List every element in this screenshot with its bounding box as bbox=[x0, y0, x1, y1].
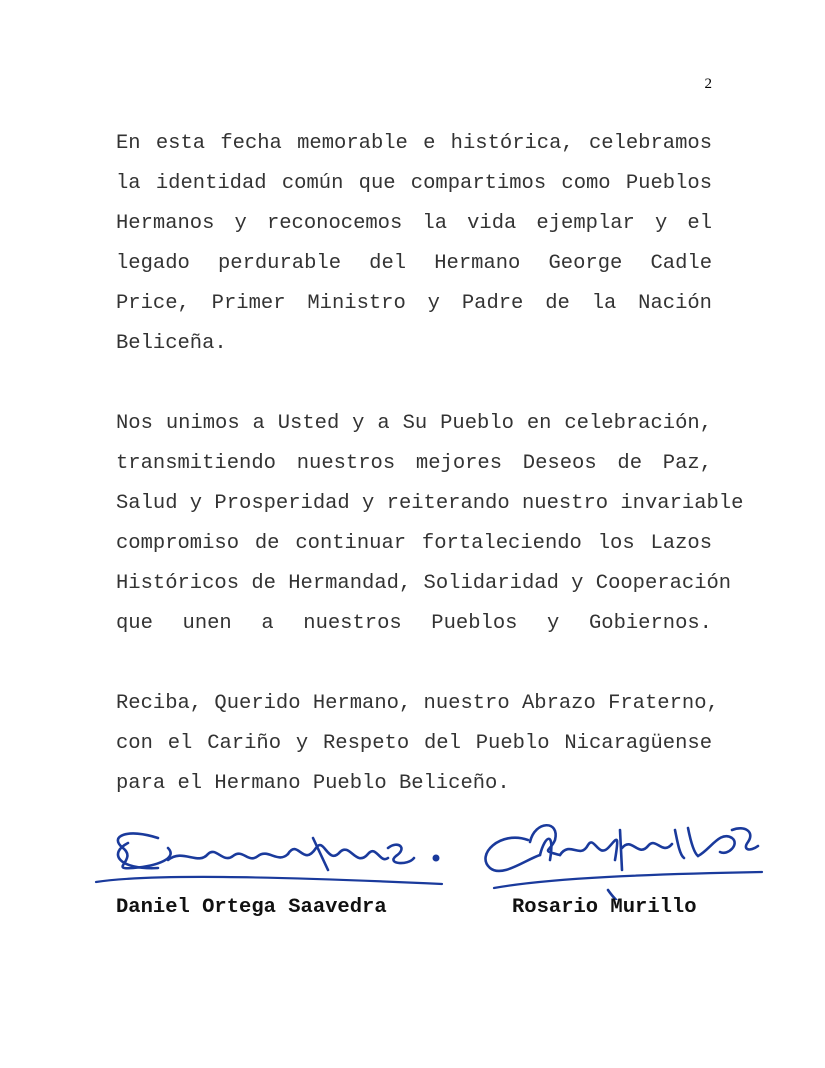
paragraph-line: que unen a nuestros Pueblos y Gobiernos. bbox=[116, 612, 712, 635]
paragraph-line: Beliceña. bbox=[116, 332, 227, 355]
paragraph-line: En esta fecha memorable e histórica, celebramos bbox=[116, 132, 712, 155]
paragraph-line: Price, Primer Ministro y Padre de la Nación bbox=[116, 292, 712, 315]
paragraph-line: compromiso de continuar fortaleciendo los Lazos bbox=[116, 532, 712, 555]
paragraph-line: Nos unimos a Usted y a Su Pueblo en celebración, bbox=[116, 412, 712, 435]
page-number: 2 bbox=[704, 76, 712, 92]
paragraph-line: la identidad común que compartimos como Pueblos bbox=[116, 172, 712, 195]
paragraph-line: para el Hermano Pueblo Beliceño. bbox=[116, 772, 510, 795]
signatory-name-right: Rosario Murillo bbox=[512, 896, 697, 919]
paragraph-line: transmitiendo nuestros mejores Deseos de Paz, bbox=[116, 452, 712, 475]
paragraph-3 bbox=[116, 684, 719, 804]
signature-daniel-ortega bbox=[88, 818, 458, 893]
paragraph-line: Reciba, Querido Hermano, nuestro Abrazo Fraterno, bbox=[116, 692, 719, 715]
paragraph-line: Salud y Prosperidad y reiterando nuestro invariable bbox=[116, 492, 744, 515]
signatory-name-left: Daniel Ortega Saavedra bbox=[116, 896, 387, 919]
paragraph-line: legado perdurable del Hermano George Cadle bbox=[116, 252, 712, 275]
paragraph-line: Históricos de Hermandad, Solidaridad y Cooperación bbox=[116, 572, 732, 595]
signature-rosario-murillo bbox=[470, 800, 770, 900]
paragraph-2 bbox=[116, 404, 744, 644]
paragraph-line: con el Cariño y Respeto del Pueblo Nicaragüense bbox=[116, 732, 712, 755]
paragraph-line: Hermanos y reconocemos la vida ejemplar y el bbox=[116, 212, 712, 235]
paragraph-1 bbox=[116, 124, 712, 364]
